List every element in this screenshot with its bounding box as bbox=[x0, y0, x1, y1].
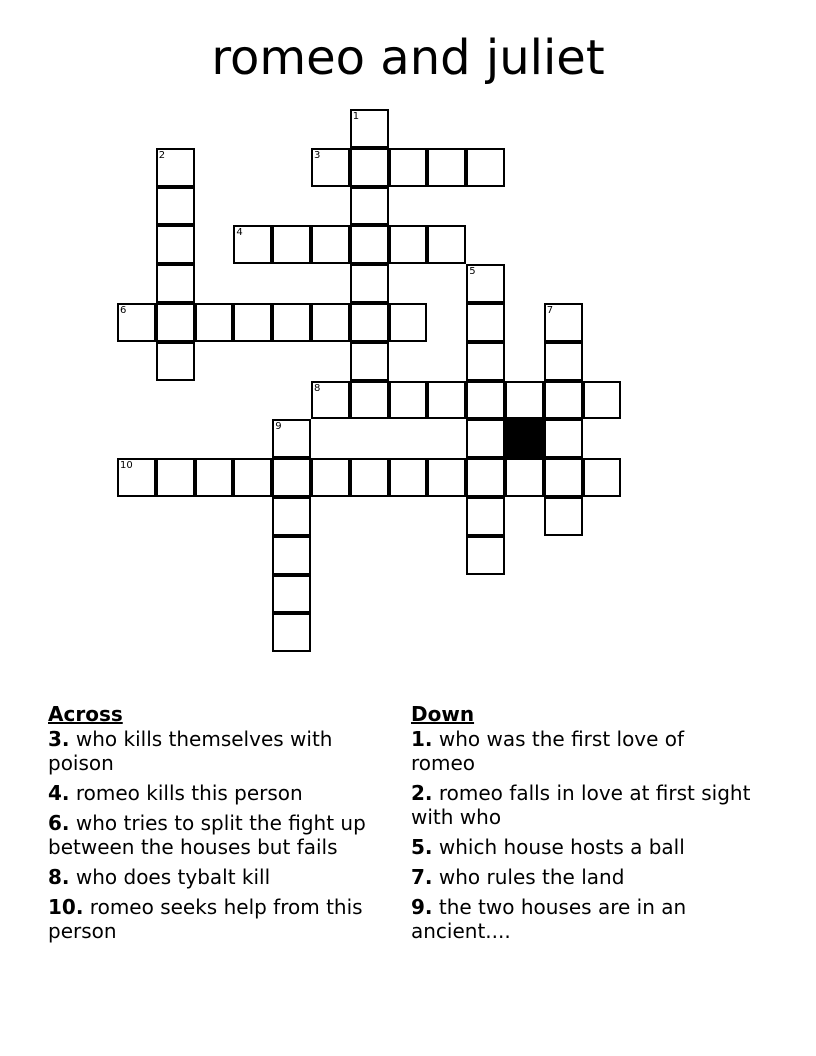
grid-cell[interactable] bbox=[544, 419, 583, 458]
clue-number: 7. bbox=[411, 865, 433, 889]
clue-number: 4 bbox=[236, 227, 243, 239]
grid-cell[interactable] bbox=[156, 303, 195, 342]
grid-cell[interactable] bbox=[311, 458, 350, 497]
grid-cell[interactable] bbox=[466, 497, 505, 536]
clue-number: 9. bbox=[411, 895, 433, 919]
grid-cell[interactable] bbox=[466, 303, 505, 342]
grid-cell[interactable] bbox=[389, 225, 428, 264]
grid-cell[interactable] bbox=[272, 225, 311, 264]
grid-cell[interactable] bbox=[583, 458, 622, 497]
grid-cell[interactable] bbox=[350, 148, 389, 187]
across-clue bbox=[48, 781, 398, 805]
grid-cell[interactable] bbox=[389, 303, 428, 342]
clue-text: romeo seeks help from this person bbox=[48, 895, 363, 943]
grid-cell[interactable] bbox=[311, 381, 350, 420]
grid-cell[interactable] bbox=[583, 381, 622, 420]
clue-number: 1 bbox=[352, 111, 360, 122]
grid-cell[interactable] bbox=[466, 458, 505, 497]
down-heading: Down bbox=[411, 702, 475, 726]
grid-cell[interactable] bbox=[117, 303, 156, 342]
clue-text: the two houses are in an ancient.... bbox=[411, 895, 687, 943]
clue-text: who kills themselves with poison bbox=[48, 727, 333, 775]
grid-cell[interactable] bbox=[156, 264, 195, 303]
grid-cell[interactable] bbox=[466, 536, 505, 575]
grid-cell[interactable] bbox=[156, 342, 195, 381]
clue-number: 10. bbox=[48, 895, 84, 919]
grid-cell[interactable] bbox=[350, 458, 389, 497]
grid-cell[interactable] bbox=[350, 342, 389, 381]
grid-cell[interactable] bbox=[156, 187, 195, 226]
grid-cell[interactable] bbox=[272, 613, 311, 652]
grid-cell[interactable] bbox=[427, 148, 466, 187]
grid-cell[interactable] bbox=[544, 381, 583, 420]
grid-cell[interactable] bbox=[156, 148, 195, 187]
grid-cell[interactable] bbox=[272, 536, 311, 575]
grid-cell[interactable] bbox=[350, 303, 389, 342]
grid-cell[interactable] bbox=[427, 225, 466, 264]
black-cell bbox=[505, 419, 544, 458]
across-clue bbox=[48, 895, 398, 943]
clue-text: who was the first love of romeo bbox=[411, 727, 685, 775]
grid-cell[interactable] bbox=[272, 497, 311, 536]
clue-number: 1. bbox=[411, 727, 433, 751]
clue-number: 8 bbox=[314, 382, 321, 394]
down-clues bbox=[411, 702, 751, 949]
clue-text: romeo kills this person bbox=[75, 781, 303, 805]
grid-cell[interactable] bbox=[233, 458, 272, 497]
clue-number: 9 bbox=[275, 421, 282, 433]
grid-cell[interactable] bbox=[466, 381, 505, 420]
grid-cell[interactable] bbox=[389, 381, 428, 420]
grid-cell[interactable] bbox=[272, 419, 311, 458]
clue-number: 6 bbox=[120, 305, 127, 316]
down-clue bbox=[411, 781, 751, 829]
clue-number: 8. bbox=[48, 865, 70, 889]
clue-text: romeo falls in love at first sight with who bbox=[411, 781, 751, 829]
grid-cell[interactable] bbox=[156, 458, 195, 497]
clue-number: 5. bbox=[411, 835, 433, 859]
clue-number: 2. bbox=[411, 781, 433, 805]
grid-cell[interactable] bbox=[505, 381, 544, 420]
grid-cell[interactable] bbox=[156, 225, 195, 264]
grid-cell[interactable] bbox=[505, 458, 544, 497]
clue-number: 6. bbox=[48, 811, 70, 835]
grid-cell[interactable] bbox=[311, 303, 350, 342]
grid-cell[interactable] bbox=[544, 342, 583, 381]
clue-number: 3. bbox=[48, 727, 70, 751]
grid-cell[interactable] bbox=[466, 148, 505, 187]
grid-cell[interactable] bbox=[272, 575, 311, 614]
grid-cell[interactable] bbox=[350, 381, 389, 420]
clue-text: who does tybalt kill bbox=[75, 865, 271, 889]
grid-cell[interactable] bbox=[233, 225, 272, 264]
grid-cell[interactable] bbox=[117, 458, 156, 497]
grid-cell[interactable] bbox=[350, 109, 389, 148]
grid-cell[interactable] bbox=[272, 303, 311, 342]
grid-cell[interactable] bbox=[272, 458, 311, 497]
down-clue bbox=[411, 895, 751, 943]
down-clue bbox=[411, 727, 751, 775]
across-clue bbox=[48, 811, 398, 859]
grid-cell[interactable] bbox=[233, 303, 272, 342]
grid-cell[interactable] bbox=[544, 458, 583, 497]
grid-cell[interactable] bbox=[195, 458, 234, 497]
clue-text: who rules the land bbox=[438, 865, 625, 889]
clue-text: which house hosts a ball bbox=[438, 835, 685, 859]
grid-cell[interactable] bbox=[350, 225, 389, 264]
grid-cell[interactable] bbox=[195, 303, 234, 342]
across-heading: Across bbox=[48, 702, 123, 726]
clue-number: 7 bbox=[546, 305, 554, 316]
grid-cell[interactable] bbox=[466, 342, 505, 381]
across-clues bbox=[48, 702, 398, 949]
grid-cell[interactable] bbox=[389, 148, 428, 187]
across-clue bbox=[48, 727, 398, 775]
grid-cell[interactable] bbox=[427, 458, 466, 497]
clue-number: 10 bbox=[120, 460, 133, 472]
clue-number: 2 bbox=[158, 149, 166, 161]
clue-text: who tries to split the fight up between the houses but fails bbox=[48, 811, 366, 859]
clue-number: 4. bbox=[48, 781, 70, 805]
grid-cell[interactable] bbox=[350, 264, 389, 303]
page-title: romeo and juliet bbox=[211, 30, 605, 86]
grid-cell[interactable] bbox=[350, 187, 389, 226]
grid-cell[interactable] bbox=[544, 497, 583, 536]
down-clue bbox=[411, 865, 751, 889]
grid-cell[interactable] bbox=[427, 381, 466, 420]
grid-cell[interactable] bbox=[466, 264, 505, 303]
grid-cell[interactable] bbox=[466, 419, 505, 458]
grid-cell[interactable] bbox=[389, 458, 428, 497]
clue-number: 3 bbox=[314, 149, 321, 161]
down-clue bbox=[411, 835, 751, 859]
grid-cell[interactable] bbox=[311, 225, 350, 264]
grid-cell[interactable] bbox=[311, 148, 350, 187]
grid-cell[interactable] bbox=[544, 303, 583, 342]
across-clue bbox=[48, 865, 398, 889]
clue-number: 5 bbox=[469, 266, 476, 278]
